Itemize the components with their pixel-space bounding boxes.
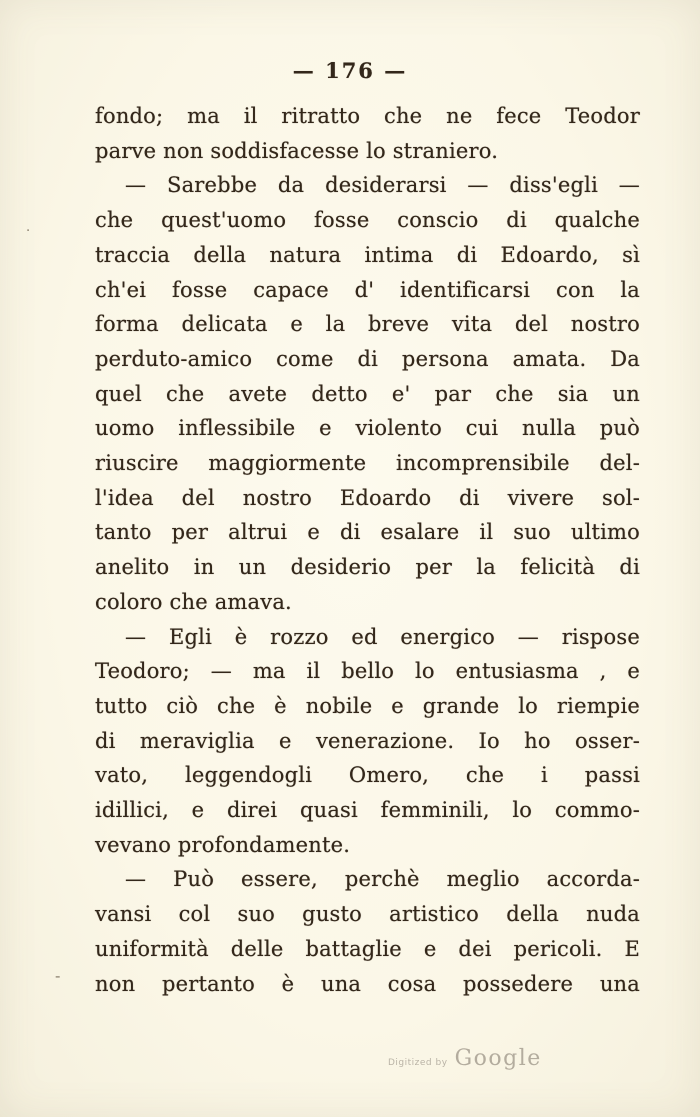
text-line: ch'ei fosse capace d' identificarsi con la — [95, 277, 640, 302]
google-watermark: Google — [454, 1046, 542, 1071]
text-line: tanto per altrui e di esalare il suo ultimo — [95, 520, 640, 545]
text-line: traccia della natura intima di Edoardo, sì — [95, 242, 640, 267]
text-line: di meraviglia e venerazione. Io ho osser- — [95, 728, 640, 753]
text-line: — Sarebbe da desiderarsi — diss'egli — — [125, 173, 640, 198]
text-line: perduto-amico come di persona amata. Da — [95, 346, 640, 371]
text-line: Teodoro; — ma il bello lo entusiasma , e — [95, 659, 640, 684]
text-line: non pertanto è una cosa possedere una — [95, 971, 640, 996]
text-block — [95, 99, 640, 1001]
digitized-by-label: Digitized by — [388, 1058, 448, 1068]
text-line: uniformità delle battaglie e dei pericoli. E — [95, 936, 640, 961]
page-number: — 176 — — [292, 58, 408, 83]
text-line: tutto ciò che è nobile e grande lo riempie — [95, 693, 640, 718]
text-line: fondo; ma il ritratto che ne fece Teodor — [95, 104, 640, 128]
text-line: riuscire maggiormente incomprensibile del- — [95, 451, 640, 476]
text-line: quel che avete detto e' par che sia un — [95, 381, 640, 406]
paragraph — [95, 99, 640, 168]
scan-artifact-dot: . — [26, 220, 31, 235]
text-line: vansi col suo gusto artistico della nuda — [95, 902, 640, 927]
text-line: che quest'uomo fosse conscio di qualche — [95, 208, 640, 233]
footer — [388, 1046, 542, 1071]
paragraph — [95, 862, 640, 1001]
text-line: parve non soddisfacesse lo straniero. — [95, 138, 499, 163]
text-line: forma delicata e la breve vita del nostro — [95, 312, 640, 337]
text-line: — Egli è rozzo ed energico — rispose — [125, 624, 640, 649]
scan-artifact-dash: - — [55, 966, 61, 985]
text-line: coloro che amava. — [95, 589, 292, 614]
text-line: uomo inflessibile e violento cui nulla può — [95, 416, 640, 441]
text-line: vevano profondamente. — [95, 832, 351, 857]
text-line: anelito in un desiderio per la felicità di — [95, 555, 640, 580]
paragraph — [95, 168, 640, 619]
text-line: l'idea del nostro Edoardo di vivere sol- — [95, 485, 640, 510]
text-line: idillici, e direi quasi femminili, lo commo- — [95, 798, 640, 823]
paragraph — [95, 620, 640, 863]
text-line: vato, leggendogli Omero, che i passi — [95, 763, 640, 788]
text-line: — Può essere, perchè meglio accorda- — [125, 867, 640, 892]
